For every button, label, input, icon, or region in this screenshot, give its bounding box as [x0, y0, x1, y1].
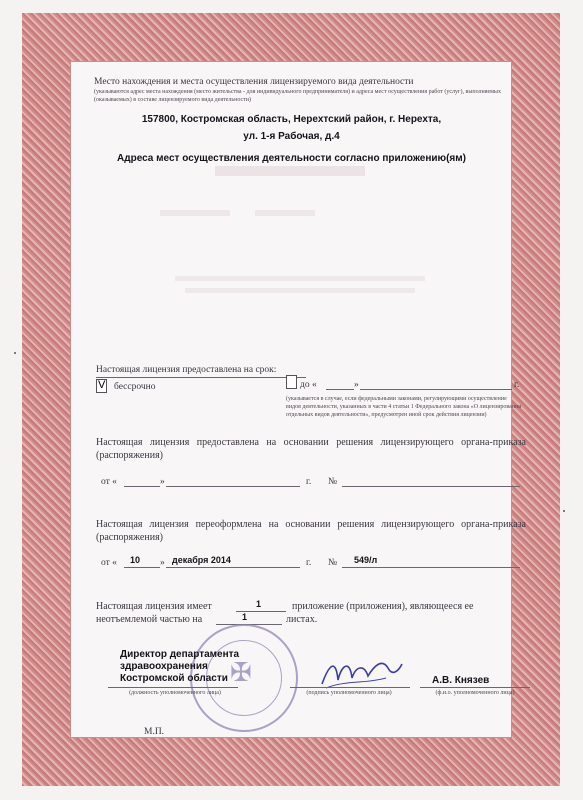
reissue-number: 549/л: [354, 555, 378, 565]
basis-number-label: №: [328, 477, 338, 487]
attachments-text-after: приложение (приложения), являющееся ее: [292, 601, 474, 612]
basis-heading: Настоящая лицензия предоставлена на основании решения лицензирующего органа-приказа (распоряжения): [96, 437, 526, 461]
until-year-suffix: г.: [514, 380, 520, 390]
signature-caption: (подпись уполномоченного лица): [306, 690, 392, 696]
attachments-count: 1: [256, 599, 262, 609]
basis-year-suffix: г.: [306, 477, 312, 487]
reissue-heading: Настоящая лицензия переоформлена на основании решения лицензирующего органа-приказа (распоряжения): [96, 519, 526, 543]
seal-place: М.П.: [144, 727, 165, 737]
until-label: до «: [300, 380, 317, 390]
indefinite-label: бессрочно: [114, 382, 156, 392]
location-heading-note: (указываются адрес места нахождения (место жительства - для индивидуального предпринимателя) и адреса мест осуществления работ (услуг), выполняемых (оказываемых) в составе лицензируемого вида деятельности): [94, 89, 501, 103]
attachments-sheets-label: листах.: [286, 614, 318, 625]
reissue-day: 10: [130, 555, 141, 565]
location-heading-text: Место нахождения и места осуществления лицензируемого вида деятельности: [94, 77, 414, 87]
position-caption: (должность уполномоченного лица): [129, 690, 221, 696]
signatory-position: [120, 649, 239, 685]
check-mark: V: [98, 379, 106, 391]
name-caption: (ф.и.о. уполномоченного лица): [435, 690, 515, 696]
basis-from-label: от «: [101, 477, 117, 487]
indefinite-checkbox[interactable]: [96, 379, 107, 393]
reissue-from-label: от «: [101, 558, 117, 568]
address-line-1: 157800, Костромская область, Нерехтский район, г. Нерехта,: [141, 114, 442, 125]
attachments-sheets: 1: [242, 612, 248, 622]
until-checkbox[interactable]: [286, 375, 297, 389]
position-line-3: Костромской области: [120, 673, 228, 684]
addresses-note: Адреса мест осуществления деятельности согласно приложению(ям): [117, 153, 466, 164]
position-line-1: Директор департамента: [120, 649, 240, 660]
eagle-emblem-icon: ✠: [230, 658, 252, 687]
until-note: (указывается в случае, если федеральными законами, регулирующими осуществление видов деятельности, указанных в части 4 статьи 1 Федерального закона «О лицензировании отдельных видов деятельности», предусмотрен иной срок действия лицензии): [286, 396, 522, 418]
position-line-2: здравоохранения: [120, 661, 208, 672]
signatory-name: А.В. Князев: [432, 675, 490, 686]
reissue-year-suffix: г.: [306, 558, 312, 568]
term-heading: Настоящая лицензия предоставлена на срок:: [96, 365, 277, 375]
address-line-2: ул. 1-я Рабочая, д.4: [243, 131, 340, 142]
basis-from-close: »: [160, 477, 165, 487]
attachments-text-before: Настоящая лицензия имеет: [96, 601, 212, 612]
reissue-from-close: »: [160, 558, 165, 568]
location-heading: [94, 76, 524, 88]
reissue-month-year: декабря 2014: [172, 555, 231, 565]
reissue-number-label: №: [328, 558, 338, 568]
until-close: »: [354, 380, 359, 390]
attachments-text-line2: неотъемлемой частью на: [96, 614, 203, 625]
